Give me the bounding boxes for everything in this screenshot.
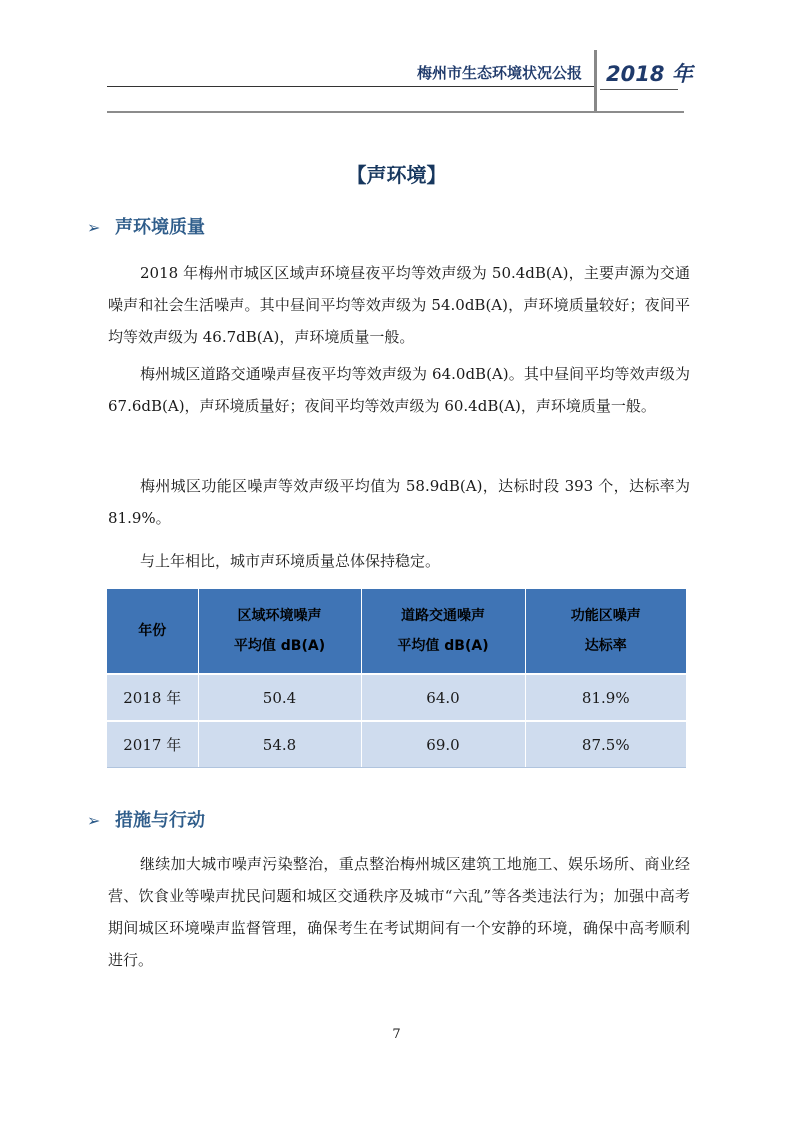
section-heading-text: 声环境质量: [115, 217, 205, 238]
header-rule-top: [107, 86, 594, 87]
table-cell: 2017 年: [107, 721, 198, 768]
table-cell: 64.0: [361, 674, 525, 721]
table-header-regional: 区域环境噪声 平均值 dB(A): [198, 589, 361, 674]
section-heading-sound-quality: [87, 213, 205, 239]
table-cell: 81.9%: [525, 674, 686, 721]
table-header-traffic: 道路交通噪声 平均值 dB(A): [361, 589, 525, 674]
table-cell: 2018 年: [107, 674, 198, 721]
table-header-functional: 功能区噪声 达标率: [525, 589, 686, 674]
paragraph-measures: 继续加大城市噪声污染整治，重点整治梅州城区建筑工地施工、娱乐场所、商业经营、饮食业等噪声扰民问题和城区交通秩序及城市“六乱”等各类违法行为；加强中高考期间城区环境噪声监督管理，确保考生在考试期间有一个安静的环境，确保中高考顺利进行。: [108, 855, 690, 969]
table-cell: 54.8: [198, 721, 361, 768]
table-cell: 69.0: [361, 721, 525, 768]
paragraph-functional-zone-noise: 梅州城区功能区噪声等效声级平均值为 58.9dB(A)，达标时段 393 个，达标率为 81.9%。: [108, 477, 690, 527]
header-divider-bar: [594, 50, 597, 112]
noise-comparison-table: [107, 589, 686, 768]
section-heading-measures: [87, 806, 205, 832]
report-header-title: 梅州市生态环境状况公报: [416, 64, 582, 82]
table-header-year: 年份: [107, 589, 198, 674]
table-header-row: [107, 589, 686, 674]
table-row: [107, 721, 686, 768]
arrow-bullet-icon: ➢: [87, 811, 101, 830]
header-rule-bottom: [107, 111, 684, 113]
paragraph-comparison: 与上年相比，城市声环境质量总体保持稳定。: [140, 552, 441, 570]
table-cell: 87.5%: [525, 721, 686, 768]
page-number: 7: [392, 1027, 401, 1042]
table-cell: 50.4: [198, 674, 361, 721]
table-row: [107, 674, 686, 721]
paragraph-traffic-noise: 梅州城区道路交通噪声昼夜平均等效声级为 64.0dB(A)。其中昼间平均等效声级为 67.6dB(A)，声环境质量好；夜间平均等效声级为 60.4dB(A)，声环境质量一般。: [108, 365, 690, 415]
page-title: 【声环境】: [346, 163, 447, 187]
report-header-year: 2018 年: [606, 62, 693, 86]
arrow-bullet-icon: ➢: [87, 218, 101, 237]
header-rule-year: [600, 89, 678, 90]
section-heading-text: 措施与行动: [115, 810, 205, 831]
paragraph-regional-noise: 2018 年梅州市城区区域声环境昼夜平均等效声级为 50.4dB(A)，主要声源为交通噪声和社会生活噪声。其中昼间平均等效声级为 54.0dB(A)，声环境质量较好；夜间平均等效声级为 46.7dB(A)，声环境质量一般。: [108, 264, 690, 346]
